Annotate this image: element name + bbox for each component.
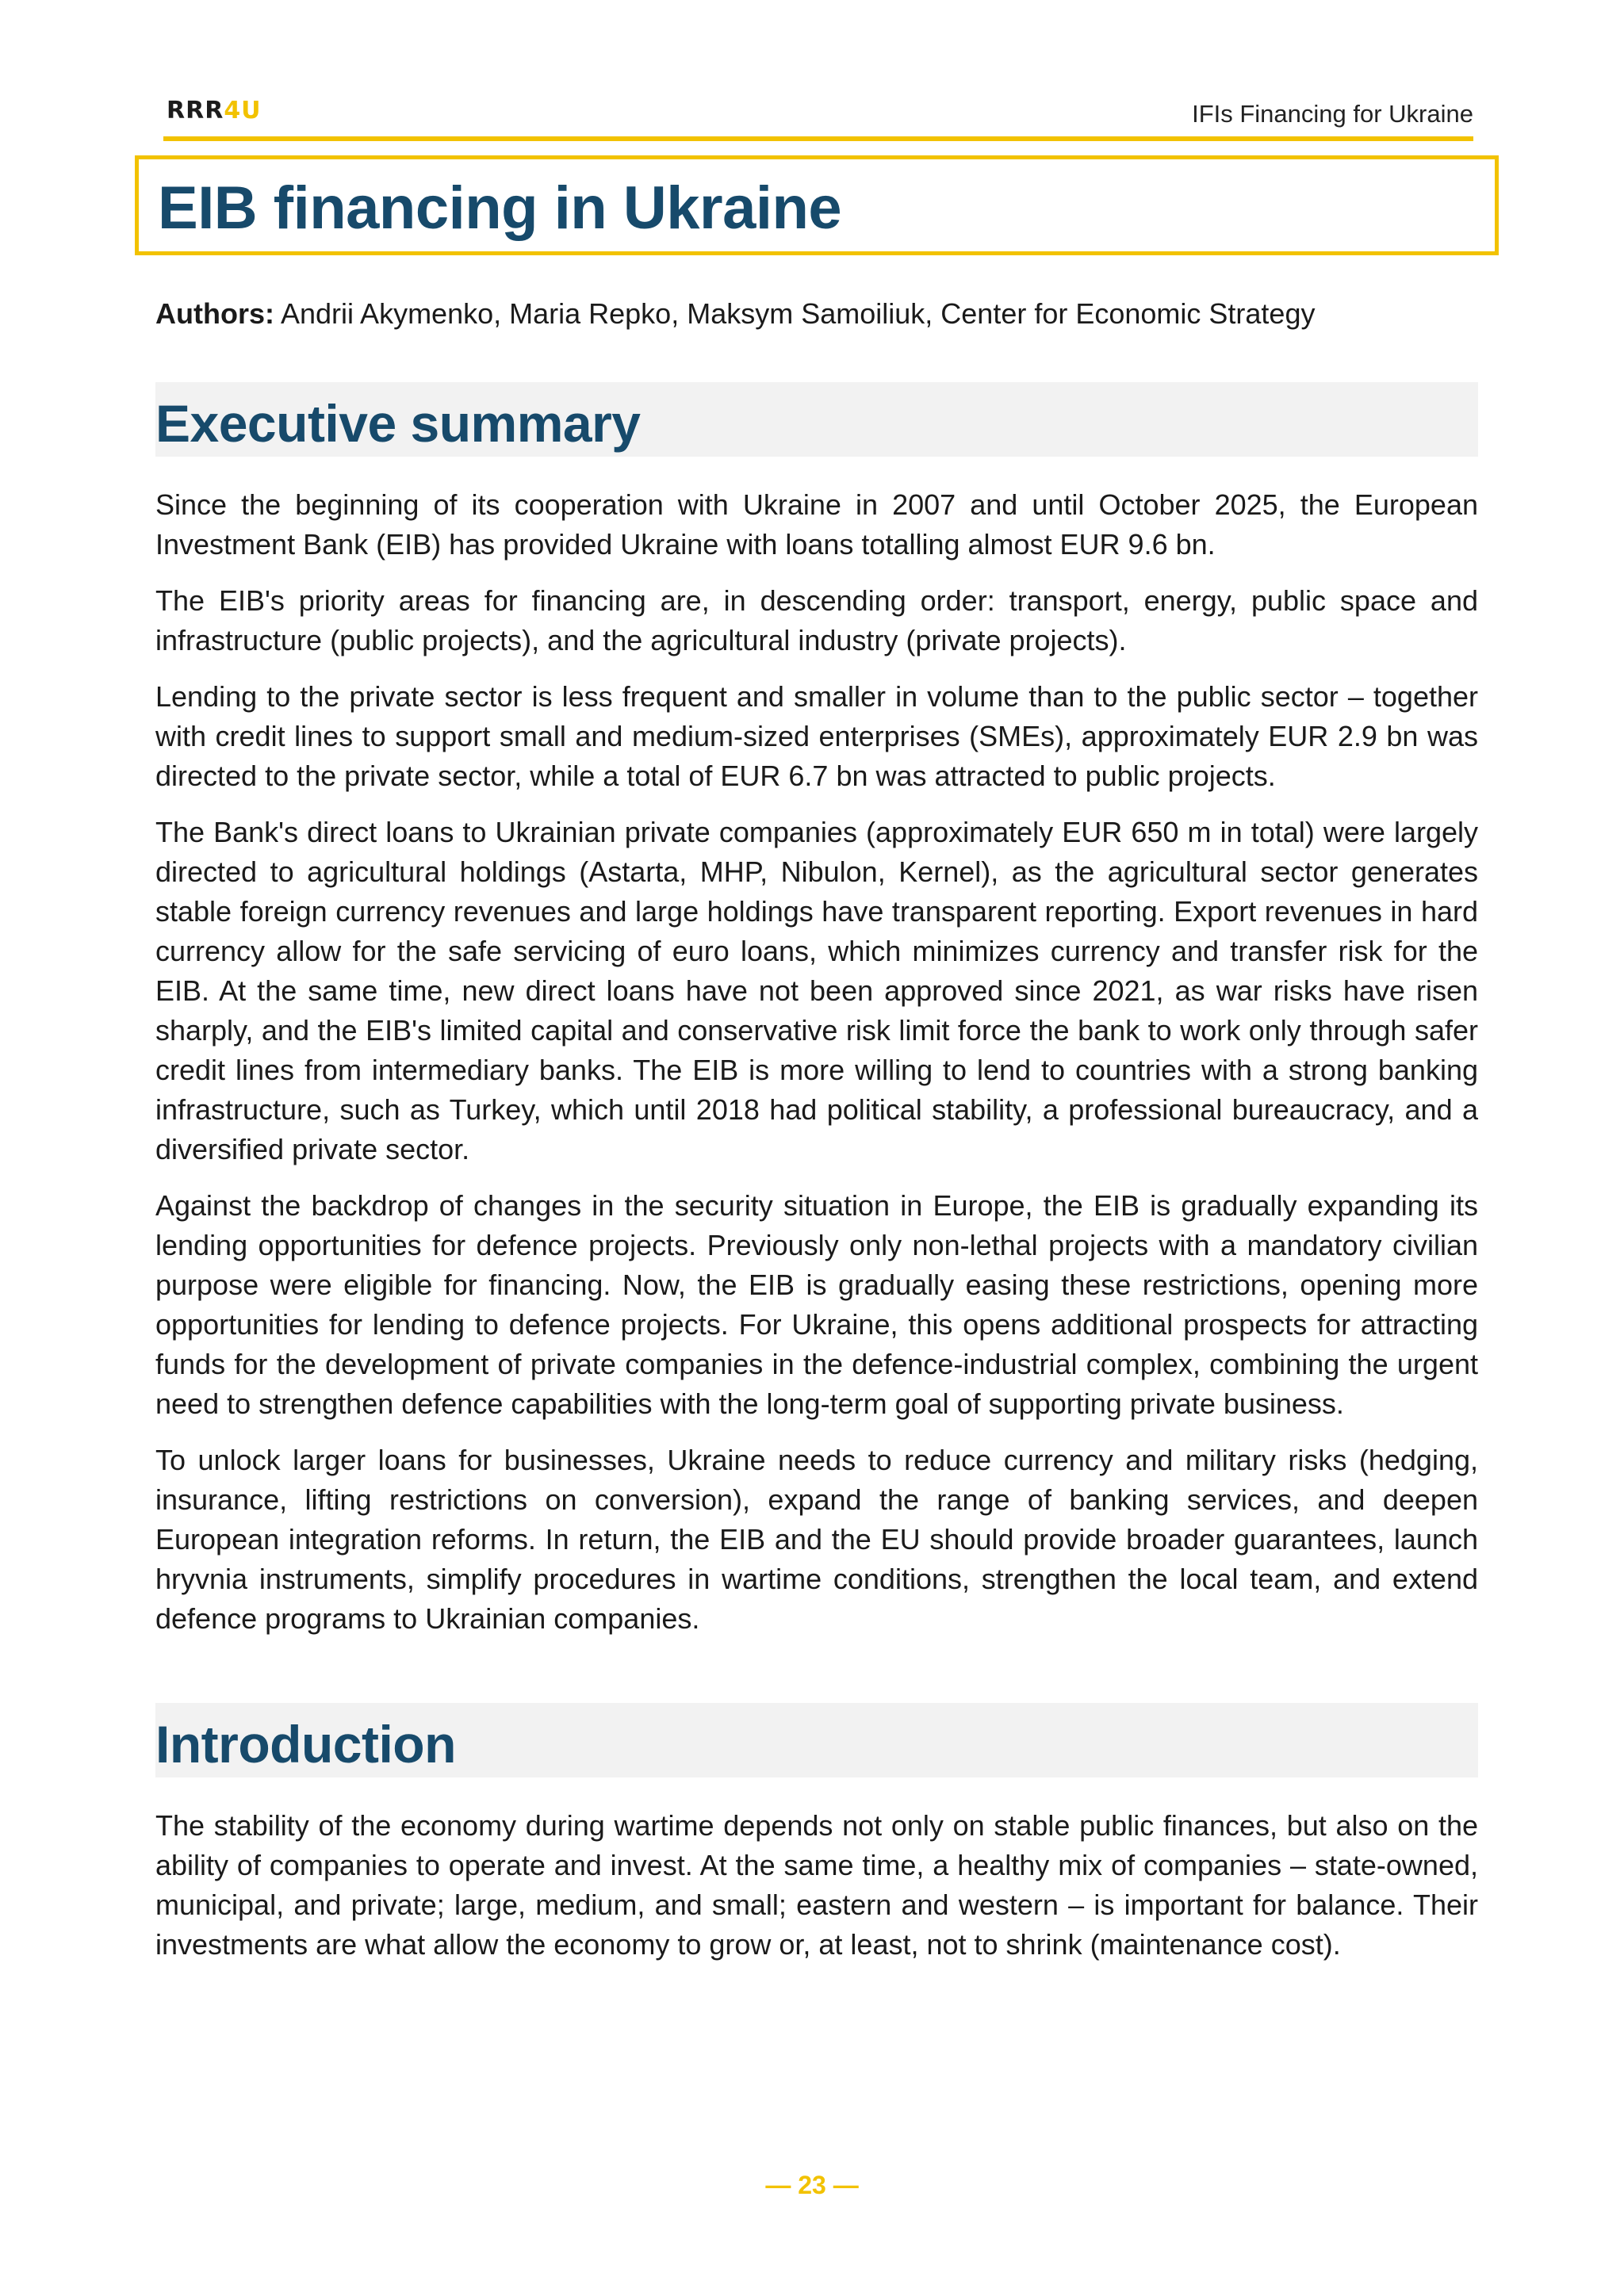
authors-label: Authors: [155,297,274,330]
paragraph: Against the backdrop of changes in the security situation in Europe, the EIB is gradually expanding its lending opportunities for defence projects. Previously only non-lethal projects with a mandatory civilian purpose were eligible for financing. Now, the EIB is gradually easing these restrictions, opening more opportunities for lending to defence projects. For Ukraine, this opens additional prospects for attracting funds for the development of private companies in the defence-industrial complex, combining the urgent need to strengthen defence capabilities with the long-term goal of supporting private business. [155,1189,1478,1420]
page-number: — 23 — [765,2171,859,2199]
main-content [155,293,1478,1981]
section-heading-introduction [155,1703,1478,1777]
page-header [163,94,1473,141]
title-box [135,155,1499,255]
section-title: Introduction [155,1715,456,1774]
logo-text-part1: RRR [167,97,224,124]
header-divider [163,136,1473,141]
rrr4u-logo [167,97,262,124]
section-title: Executive summary [155,394,641,453]
authors-names: Andrii Akymenko, Maria Repko, Maksym Samoiliuk, Center for Economic Strategy [281,297,1316,330]
paragraph: To unlock larger loans for businesses, Ukraine needs to reduce currency and military risks (hedging, insurance, lifting restrictions on conversion), expand the range of banking services, and deepen European integration reforms. In return, the EIB and the EU should provide broader guarantees, launch hryvnia instruments, simplify procedures in wartime conditions, strengthen the local team, and extend defence programs to Ukrainian companies. [155,1444,1478,1635]
section-spacer [155,1655,1478,1703]
paragraph: The EIB's priority areas for financing are, in descending order: transport, energy, public space and infrastructure (public projects), and the agricultural industry (private projects). [155,584,1478,656]
logo-text-part2: 4U [224,97,262,124]
paragraph: Since the beginning of its cooperation with Ukraine in 2007 and until October 2025, the European Investment Bank (EIB) has provided Ukraine with loans totalling almost EUR 9.6 bn. [155,488,1478,561]
authors-line [155,293,1478,335]
paragraph: The Bank's direct loans to Ukrainian private companies (approximately EUR 650 m in total) were largely directed to agricultural holdings (Astarta, MHP, Nibulon, Kernel), as the agricultural sector generates stable foreign currency revenues and large holdings have transparent reporting. Export revenues in hard currency allow for the safe servicing of euro loans, which minimizes currency and transfer risk for the EIB. At the same time, new direct loans have not been approved since 2021, as war risks have risen sharply, and the EIB's limited capital and conservative risk limit force the bank to work only through safer credit lines from intermediary banks. The EIB is more willing to lend to countries with a strong banking infrastructure, such as Turkey, which until 2018 had political stability, a professional bureaucracy, and a diversified private sector. [155,816,1478,1165]
section-heading-executive-summary [155,382,1478,457]
paragraph: The stability of the economy during wartime depends not only on stable public finances, but also on the ability of companies to operate and invest. At the same time, a healthy mix of companies – state-owned, municipal, and private; large, medium, and small; eastern and western – is important for balance. Their investments are what allow the economy to grow or, at least, not to shrink (maintenance cost). [155,1809,1478,1961]
running-header-title: IFIs Financing for Ukraine [1192,100,1473,128]
page-title: EIB financing in Ukraine [158,174,842,242]
paragraph: Lending to the private sector is less frequent and smaller in volume than to the public sector – together with credit lines to support small and medium-sized enterprises (SMEs), approximately EUR 2.9 bn was directed to the private sector, while a total of EUR 6.7 bn was attracted to public projects. [155,680,1478,792]
